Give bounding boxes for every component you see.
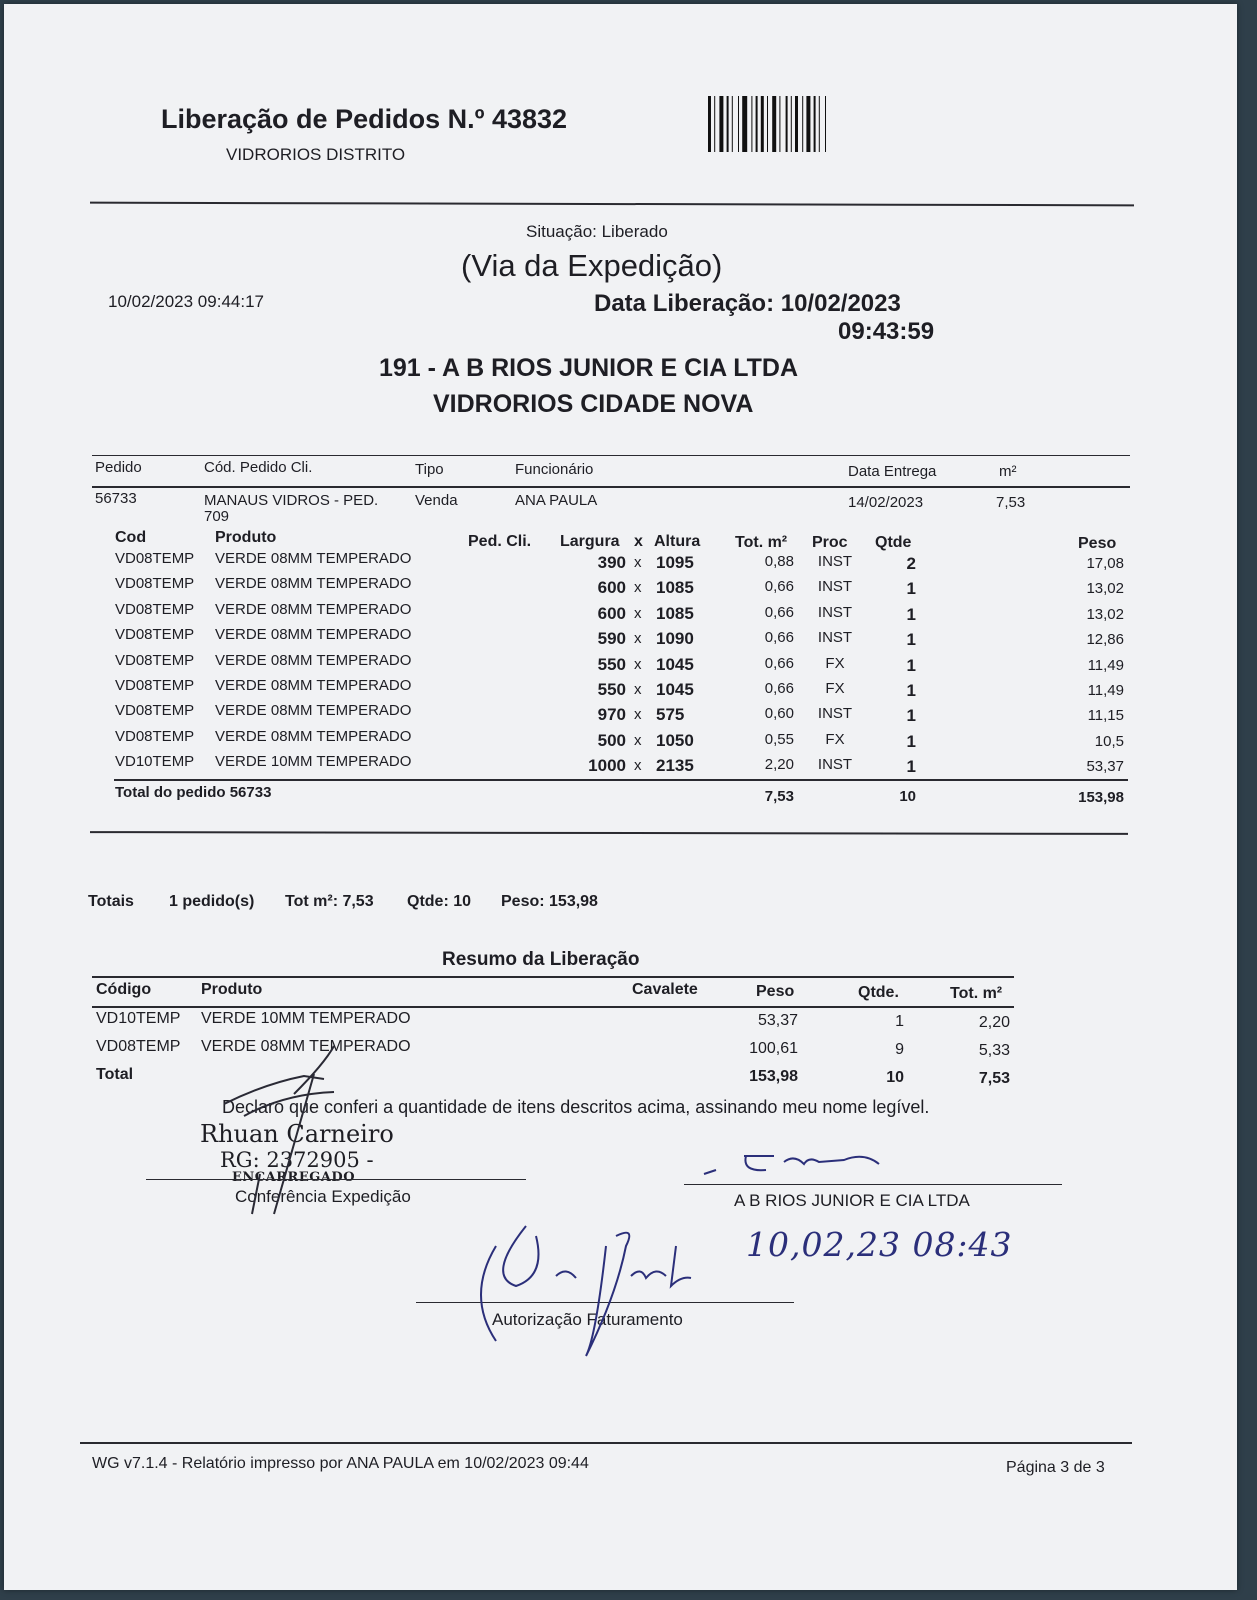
order-row xyxy=(4,490,1237,526)
resumo-total-tot-m2: 7,53 xyxy=(978,1070,1010,1087)
totals-peso: Peso: 153,98 xyxy=(501,893,598,910)
item-tot-m2: 0,66 xyxy=(764,654,794,672)
item-cod: VD08TEMP xyxy=(115,702,195,720)
item-cod: VD08TEMP xyxy=(115,651,195,669)
item-altura: 1090 xyxy=(656,629,694,649)
item-largura: 600 xyxy=(597,578,626,598)
item-peso: 17,08 xyxy=(1086,555,1124,572)
item-peso: 13,02 xyxy=(1086,605,1124,623)
item-largura: 970 xyxy=(597,705,626,725)
data-liberacao-time: 09:43:59 xyxy=(838,318,935,345)
item-cod: VD08TEMP xyxy=(115,550,195,567)
item-largura: 600 xyxy=(597,603,626,623)
item-x: x xyxy=(634,655,642,673)
col-pedido: Pedido xyxy=(95,459,142,476)
document-page xyxy=(4,4,1237,1590)
item-tot-m2: 0,66 xyxy=(764,629,794,647)
divider xyxy=(114,779,1128,781)
resumo-codigo: VD10TEMP xyxy=(96,1010,181,1027)
item-produto: VERDE 08MM TEMPERADO xyxy=(215,677,412,694)
signature-mark xyxy=(466,1216,706,1366)
item-altura: 1045 xyxy=(656,654,694,674)
item-cod: VD10TEMP xyxy=(115,753,195,771)
table-row xyxy=(4,601,1237,627)
resumo-header-row xyxy=(4,981,1237,1007)
item-qtde: 1 xyxy=(906,604,916,624)
divider xyxy=(90,202,1134,207)
totals-m2: Tot m²: 7,53 xyxy=(285,893,374,910)
item-proc: INST xyxy=(817,553,853,570)
item-x: x xyxy=(634,757,642,775)
autorizacao-label: Autorização Faturamento xyxy=(492,1310,683,1329)
item-peso: 11,49 xyxy=(1087,682,1124,699)
totals-pedidos: 1 pedido(s) xyxy=(169,893,255,910)
cod-pedido-cli-value: MANAUS VIDROS - PED. xyxy=(204,492,379,509)
via-label: (Via da Expedição) xyxy=(461,248,723,283)
item-produto: VERDE 08MM TEMPERADO xyxy=(215,727,412,745)
divider xyxy=(92,486,1130,488)
declaration-text: Declaro que conferi a quantidade de itens descritos acima, assinando meu nome legível. xyxy=(222,1097,930,1117)
resumo-col-tot-m2: Tot. m² xyxy=(950,985,1003,1002)
item-altura: 1085 xyxy=(656,603,694,623)
item-tot-m2: 0,66 xyxy=(764,578,794,596)
data-liberacao: Data Liberação: 10/02/2023 xyxy=(594,290,901,317)
col-largura: Largura xyxy=(560,533,620,550)
item-cod: VD08TEMP xyxy=(115,677,195,694)
item-qtde: 1 xyxy=(906,579,916,599)
item-tot-m2: 0,60 xyxy=(764,705,794,723)
order-total-label: Total do pedido 56733 xyxy=(115,784,272,801)
item-altura: 1050 xyxy=(656,730,694,750)
resumo-tot-m2: 2,20 xyxy=(978,1014,1010,1031)
divider xyxy=(92,1006,1014,1008)
resumo-qtde: 9 xyxy=(895,1041,904,1058)
item-produto: VERDE 08MM TEMPERADO xyxy=(215,575,412,593)
resumo-col-qtde: Qtde. xyxy=(858,984,899,1001)
item-x: x xyxy=(634,579,642,597)
totals-label: Totais xyxy=(88,893,134,910)
col-funcionario: Funcionário xyxy=(515,461,594,478)
resumo-codigo: VD08TEMP xyxy=(96,1038,181,1055)
item-produto: VERDE 08MM TEMPERADO xyxy=(215,600,412,618)
item-largura: 550 xyxy=(597,680,626,699)
item-proc: INST xyxy=(817,756,853,774)
order-total-peso: 153,98 xyxy=(1078,789,1124,806)
footer-page: Página 3 de 3 xyxy=(1006,1459,1105,1476)
col-tipo: Tipo xyxy=(415,461,444,478)
document-title: Liberação de Pedidos N.º 43832 xyxy=(161,104,568,134)
client-name: 191 - A B RIOS JUNIOR E CIA LTDA xyxy=(379,354,799,382)
divider xyxy=(92,976,1014,978)
totals-qtde: Qtde: 10 xyxy=(407,893,472,910)
resumo-total-qtde: 10 xyxy=(886,1069,904,1086)
stamp-rg: RG: 2372905 - xyxy=(220,1148,374,1172)
cliente-signature-label: A B RIOS JUNIOR E CIA LTDA xyxy=(734,1191,970,1210)
item-altura: 1095 xyxy=(656,553,694,572)
item-tot-m2: 2,20 xyxy=(764,756,794,774)
item-proc: INST xyxy=(817,629,853,647)
item-x: x xyxy=(634,630,642,648)
resumo-tot-m2: 5,33 xyxy=(978,1042,1010,1059)
item-altura: 575 xyxy=(656,705,685,725)
resumo-col-peso: Peso xyxy=(756,983,795,1000)
table-row xyxy=(4,753,1237,779)
item-x: x xyxy=(634,731,642,749)
col-cod-pedido-cli: Cód. Pedido Cli. xyxy=(204,459,313,476)
item-peso: 13,02 xyxy=(1086,580,1124,598)
resumo-row xyxy=(4,1038,1237,1064)
resumo-peso: 100,61 xyxy=(749,1040,798,1057)
col-peso: Peso xyxy=(1078,535,1117,552)
item-tot-m2: 0,55 xyxy=(764,730,794,748)
item-produto: VERDE 08MM TEMPERADO xyxy=(215,550,412,567)
item-peso: 11,49 xyxy=(1087,656,1124,674)
resumo-title: Resumo da Liberação xyxy=(442,949,640,970)
item-qtde: 1 xyxy=(906,655,916,675)
item-tot-m2: 0,88 xyxy=(764,553,794,570)
item-produto: VERDE 10MM TEMPERADO xyxy=(215,753,412,771)
item-tot-m2: 0,66 xyxy=(764,680,794,697)
col-tot-m2: Tot. m² xyxy=(735,534,788,551)
resumo-total-peso: 153,98 xyxy=(749,1068,798,1085)
item-qtde: 2 xyxy=(906,554,916,573)
item-x: x xyxy=(634,604,642,622)
order-total-m2: 7,53 xyxy=(764,788,794,805)
item-altura: 1085 xyxy=(656,578,694,598)
footer-left: WG v7.1.4 - Relatório impresso por ANA PAULA em 10/02/2023 09:44 xyxy=(92,1455,589,1472)
item-cod: VD08TEMP xyxy=(115,600,195,618)
item-altura: 1045 xyxy=(656,680,694,699)
signature-mark xyxy=(204,1044,384,1264)
table-row xyxy=(4,550,1237,576)
item-peso: 11,15 xyxy=(1087,707,1124,725)
item-x: x xyxy=(634,681,642,698)
stamp-role: ENCARREGADO xyxy=(232,1170,356,1185)
item-cod: VD08TEMP xyxy=(115,626,195,644)
resumo-qtde: 1 xyxy=(895,1013,904,1030)
m2-value: 7,53 xyxy=(996,494,1026,511)
item-largura: 590 xyxy=(597,629,626,649)
item-proc: FX xyxy=(825,654,845,672)
item-largura: 1000 xyxy=(588,756,626,776)
order-total-row xyxy=(4,784,1237,810)
item-peso: 10,5 xyxy=(1094,732,1124,750)
tipo-value: Venda xyxy=(415,492,458,509)
resumo-peso: 53,37 xyxy=(757,1012,798,1029)
item-proc: FX xyxy=(825,730,845,748)
col-ped-cli: Ped. Cli. xyxy=(468,533,532,550)
resumo-col-cavalete: Cavalete xyxy=(632,981,698,998)
resumo-produto: VERDE 08MM TEMPERADO xyxy=(201,1038,411,1055)
item-altura: 2135 xyxy=(656,756,694,776)
resumo-col-produto: Produto xyxy=(201,981,263,998)
situacao: Situação: Liberado xyxy=(526,222,668,241)
funcionario-value: ANA PAULA xyxy=(515,492,598,509)
col-cod: Cod xyxy=(115,529,147,546)
item-qtde: 1 xyxy=(906,731,916,751)
resumo-total-label: Total xyxy=(96,1066,134,1083)
item-produto: VERDE 08MM TEMPERADO xyxy=(215,702,412,720)
col-proc: Proc xyxy=(812,534,848,551)
resumo-col-codigo: Código xyxy=(96,981,152,998)
item-produto: VERDE 08MM TEMPERADO xyxy=(215,626,412,644)
conferencia-label: Conferência Expedição xyxy=(235,1187,411,1206)
item-peso: 53,37 xyxy=(1086,758,1124,776)
item-qtde: 1 xyxy=(906,757,916,777)
handwritten-date: 10,02,23 08:43 xyxy=(746,1225,1013,1264)
data-entrega-value: 14/02/2023 xyxy=(848,494,924,511)
item-proc: INST xyxy=(817,603,853,621)
col-produto: Produto xyxy=(215,529,277,546)
item-qtde: 1 xyxy=(906,681,916,700)
divider xyxy=(92,455,1130,456)
item-largura: 390 xyxy=(597,553,626,572)
signature-mark xyxy=(694,1144,894,1184)
item-largura: 550 xyxy=(597,654,626,674)
order-header-row xyxy=(4,459,1237,485)
item-cod: VD08TEMP xyxy=(115,575,195,593)
col-m2: m² xyxy=(999,463,1017,480)
item-qtde: 1 xyxy=(906,630,916,650)
item-proc: FX xyxy=(825,680,845,697)
item-cod: VD08TEMP xyxy=(115,727,195,745)
client-store: VIDRORIOS CIDADE NOVA xyxy=(433,390,754,418)
table-row xyxy=(4,728,1237,754)
table-row xyxy=(4,677,1237,703)
item-x: x xyxy=(634,554,642,571)
pedido-value: 56733 xyxy=(95,490,137,507)
resumo-row xyxy=(4,1010,1237,1036)
col-data-entrega: Data Entrega xyxy=(848,463,937,480)
item-largura: 500 xyxy=(597,730,626,750)
order-total-qtde: 10 xyxy=(899,788,916,805)
resumo-produto: VERDE 10MM TEMPERADO xyxy=(201,1010,411,1027)
table-row xyxy=(4,626,1237,652)
printed-at: 10/02/2023 09:44:17 xyxy=(108,292,264,311)
divider xyxy=(90,831,1128,835)
table-row xyxy=(4,652,1237,678)
item-tot-m2: 0,66 xyxy=(764,603,794,621)
stamp-name: Rhuan Carneiro xyxy=(200,1120,394,1148)
col-altura: Altura xyxy=(654,533,701,550)
item-produto: VERDE 08MM TEMPERADO xyxy=(215,651,412,669)
col-x: x xyxy=(634,533,643,550)
item-peso: 12,86 xyxy=(1086,631,1124,649)
item-proc: INST xyxy=(817,578,853,596)
table-row xyxy=(4,575,1237,601)
resumo-total-row xyxy=(4,1066,1237,1092)
table-row xyxy=(4,702,1237,728)
col-qtde: Qtde xyxy=(875,534,912,551)
barcode-icon xyxy=(706,96,896,154)
item-x: x xyxy=(634,706,642,724)
cod-pedido-cli-value-2: 709 xyxy=(204,508,230,525)
divider xyxy=(80,1442,1132,1444)
item-qtde: 1 xyxy=(906,706,916,726)
totals-row xyxy=(4,893,1237,919)
company-name: VIDRORIOS DISTRITO xyxy=(226,145,406,164)
item-proc: INST xyxy=(817,705,853,723)
signature-line xyxy=(684,1184,1062,1185)
